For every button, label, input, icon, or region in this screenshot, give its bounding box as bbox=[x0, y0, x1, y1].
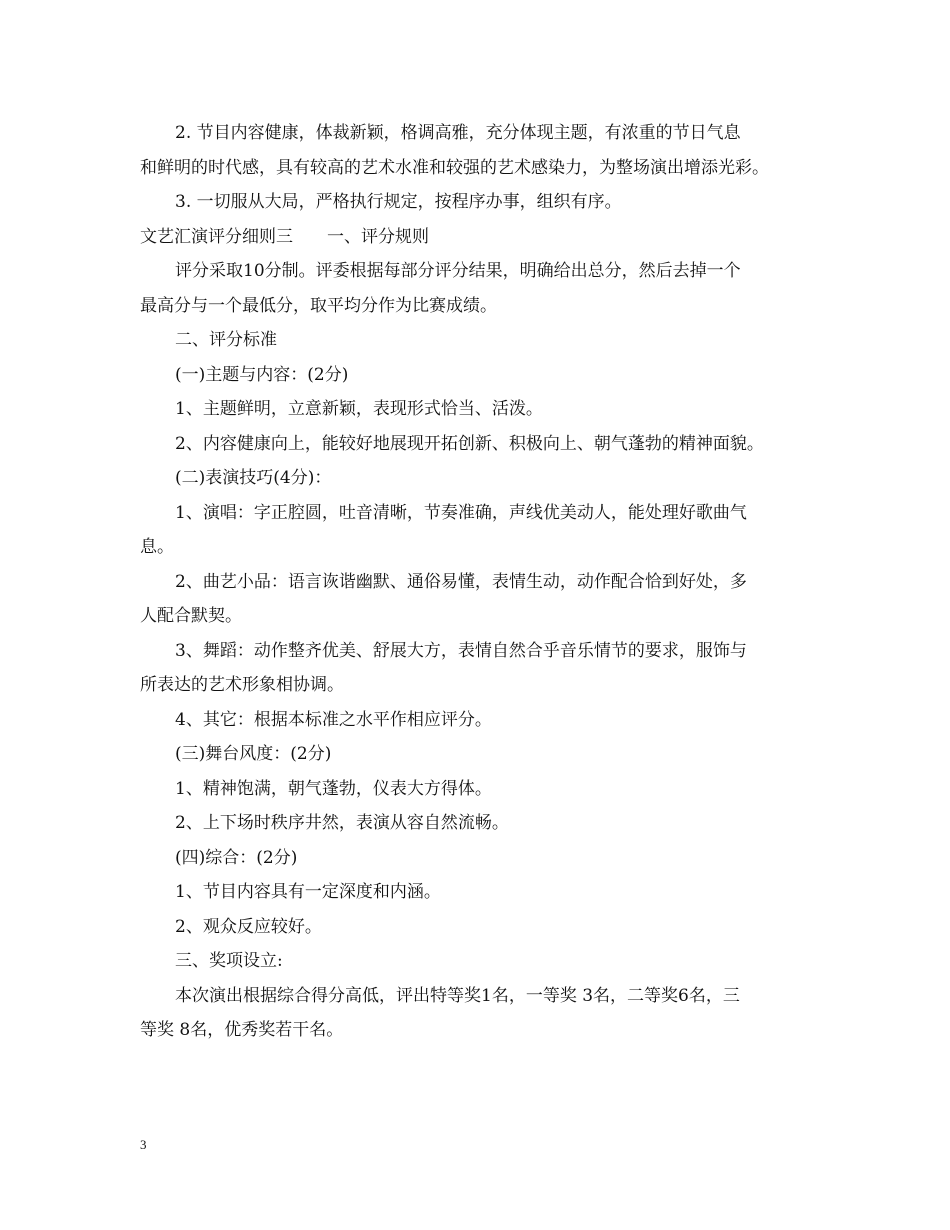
text-line: 评分采取10分制。评委根据每部分评分结果，明确给出总分，然后去掉一个 bbox=[175, 261, 741, 281]
text-line: 息。 bbox=[140, 537, 174, 557]
section-heading: 文艺汇演评分细则三 一、评分规则 bbox=[140, 226, 429, 247]
document-body bbox=[140, 116, 820, 1048]
text-line: 和鲜明的时代感，具有较高的艺术水准和较强的艺术感染力，为整场演出增添光彩。 bbox=[140, 157, 769, 178]
section-heading: 二、评分标准 bbox=[175, 330, 277, 350]
text-line: 2、上下场时秩序井然，表演从容自然流畅。 bbox=[175, 813, 509, 833]
text-line: 所表达的艺术形象相协调。 bbox=[140, 675, 344, 695]
text-line: 1、演唱：字正腔圆，吐音清晰，节奏准确，声线优美动人，能处理好歌曲气 bbox=[175, 502, 747, 523]
subsection-heading: (二)表演技巧(4分)： bbox=[175, 468, 332, 488]
section-heading: 三、奖项设立: bbox=[175, 951, 283, 971]
subsection-heading: (四)综合：(2分) bbox=[175, 847, 298, 868]
text-line: 本次演出根据综合得分高低，评出特等奖1名，一等奖 3名，二等奖6名，三 bbox=[175, 985, 740, 1006]
text-line: 1、节目内容具有一定深度和内涵。 bbox=[175, 882, 441, 902]
text-line: 等奖 8名，优秀奖若干名。 bbox=[140, 1020, 344, 1040]
text-line: 1、精神饱满，朝气蓬勃，仪表大方得体。 bbox=[175, 778, 492, 799]
text-line: 2、内容健康向上，能较好地展现开拓创新、积极向上、朝气蓬勃的精神面貌。 bbox=[175, 433, 764, 454]
text-line: 2、曲艺小品：语言诙谐幽默、通俗易懂，表情生动，动作配合恰到好处，多 bbox=[175, 571, 747, 592]
text-line: 2、观众反应较好。 bbox=[175, 916, 322, 937]
text-line: 3. 一切服从大局，严格执行规定，按程序办事，组织有序。 bbox=[175, 192, 622, 212]
text-line: 人配合默契。 bbox=[140, 606, 242, 626]
text-line: 1、主题鲜明，立意新颖，表现形式恰当、活泼。 bbox=[175, 399, 543, 419]
text-line: 3、舞蹈：动作整齐优美、舒展大方，表情自然合乎音乐情节的要求，服饰与 bbox=[175, 640, 747, 661]
page-number: 3 bbox=[140, 1137, 147, 1152]
text-line: 2. 节目内容健康，体裁新颖，格调高雅，充分体现主题，有浓重的节日气息 bbox=[175, 123, 741, 143]
subsection-heading: (三)舞台风度：(2分) bbox=[175, 744, 332, 764]
text-line: 4、其它：根据本标准之水平作相应评分。 bbox=[175, 709, 492, 730]
subsection-heading: (一)主题与内容：(2分) bbox=[175, 364, 349, 385]
text-line: 最高分与一个最低分，取平均分作为比赛成绩。 bbox=[140, 295, 497, 316]
